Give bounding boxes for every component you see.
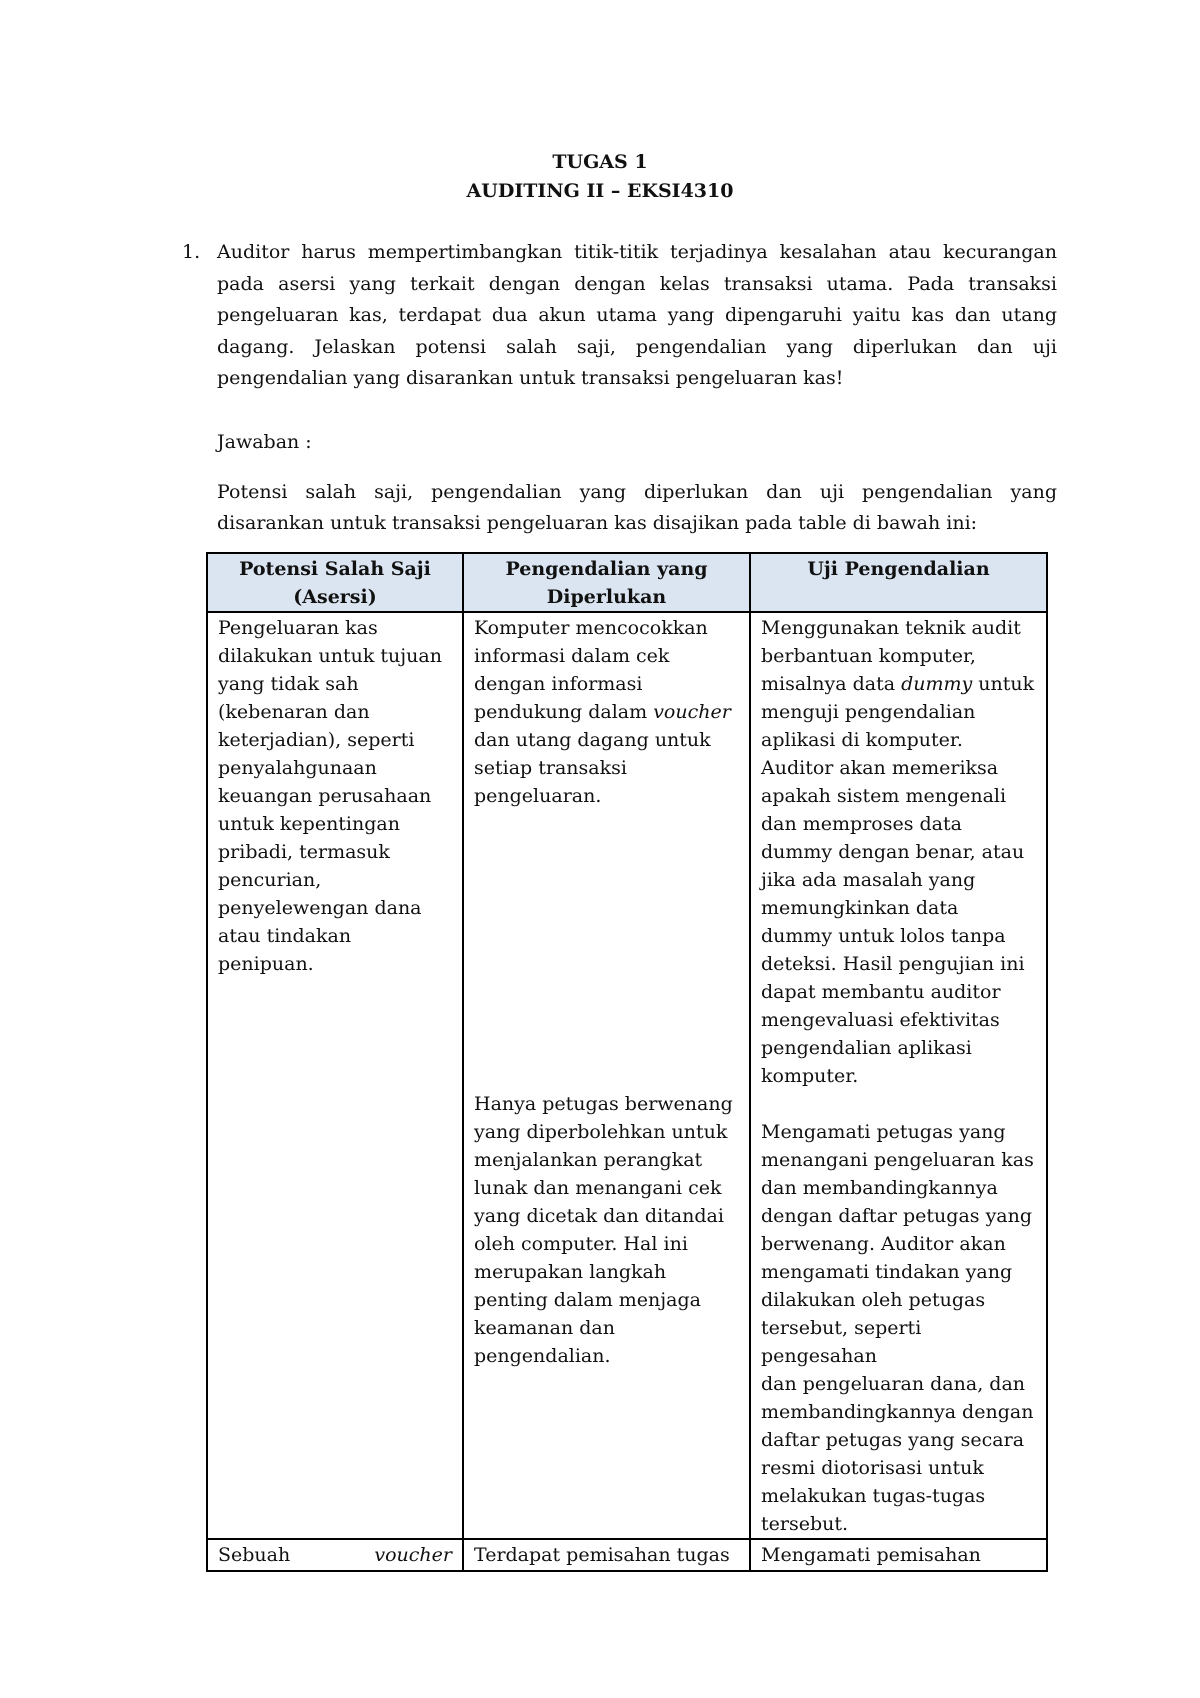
table-row [207,1539,1047,1571]
test-item [761,614,1036,1090]
control-table [206,552,1048,1572]
header-control-test: Uji Pengendalian [750,553,1047,612]
course-title: AUDITING II – EKSI4310 [466,180,734,202]
intro-line: disarankan untuk transaksi pengeluaran kas disajikan pada table di bawah ini: [217,512,978,534]
document-title: TUGAS 1 [552,151,648,173]
test-text: Menggunakan teknik audit berbantuan komputer, misalnya data [761,617,1021,695]
table-header-row [207,553,1047,612]
table-row [207,612,1047,1539]
cell-control-test: Mengamati pemisahan [750,1539,1047,1571]
cell-misstatement: Pengeluaran kas dilakukan untuk tujuan yang tidak sah (kebenaran dan keterjadian), seperti penyalahgunaan keuangan perusahaan untuk kepentingan pribadi, termasuk pencurian, penyelewengan dana atau tindakan penipuan. [207,612,463,1539]
cell-misstatement [207,1539,463,1571]
misstatement-text [218,1541,452,1569]
question-number: 1. [182,241,201,263]
answer-label: Jawaban : [217,431,312,453]
header-required-control: Pengendalian yang Diperlukan [463,553,750,612]
header-misstatement: Potensi Salah Saji (Asersi) [207,553,463,612]
cell-control-test [750,612,1047,1539]
question-line: dagang. Jelaskan potensi salah saji, pengendalian yang diperlukan dan uji [217,335,1057,358]
question-line: pada asersi yang terkait dengan dengan kelas transaksi utama. Pada transaksi [217,272,1057,295]
question-line: Auditor harus mempertimbangkan titik-titik terjadinya kesalahan atau kecurangan [217,241,1057,263]
question-line: pengendalian yang disarankan untuk transaksi pengeluaran kas! [217,367,844,389]
misstatement-italic-term: voucher [374,1544,452,1566]
control-item [474,614,739,810]
intro-line: Potensi salah saji, pengendalian yang diperlukan dan uji pengendalian yang [217,481,1057,503]
test-text: untuk menguji pengendalian aplikasi di komputer. Auditor akan memeriksa apakah sistem mengenali dan memproses data dummy dengan benar, atau jika ada masalah yang memungkinkan data dummy untuk lolos tanpa deteksi. Hasil pengujian ini dapat membantu auditor mengevaluasi efektivitas pengendalian aplikasi komputer. [761,673,1035,1087]
test-item: Mengamati petugas yang menangani pengeluaran kas dan membandingkannya dengan daftar petugas yang berwenang. Auditor akan mengamati tindakan yang dilakukan oleh petugas tersebut, seperti pengesahan dan pengeluaran dana, dan membandingkannya dengan daftar petugas yang secara resmi diotorisasi untuk melakukan tugas-tugas tersebut. [761,1121,1034,1535]
question-text [217,237,1057,395]
control-item: Hanya petugas berwenang yang diperbolehkan untuk menjalankan perangkat lunak dan menangani cek yang dicetak dan ditandai oleh computer. Hal ini merupakan langkah penting dalam menjaga keamanan dan pengendalian. [474,1093,733,1367]
spacer [474,810,739,1090]
spacer [761,1090,1036,1118]
question-line: pengeluaran kas, terdapat dua akun utama yang dipengaruhi yaitu kas dan utang [217,304,1057,326]
answer-intro [217,477,1057,539]
misstatement-word: Sebuah [218,1544,291,1566]
cell-required-control: Terdapat pemisahan tugas [463,1539,750,1571]
control-text: Komputer mencocokkan informasi dalam cek dengan informasi pendukung dalam [474,617,708,723]
control-text: dan utang dagang untuk setiap transaksi pengeluaran. [474,729,711,807]
control-italic-term: voucher [653,701,731,723]
test-italic-term: dummy [901,673,973,695]
cell-required-control [463,612,750,1539]
